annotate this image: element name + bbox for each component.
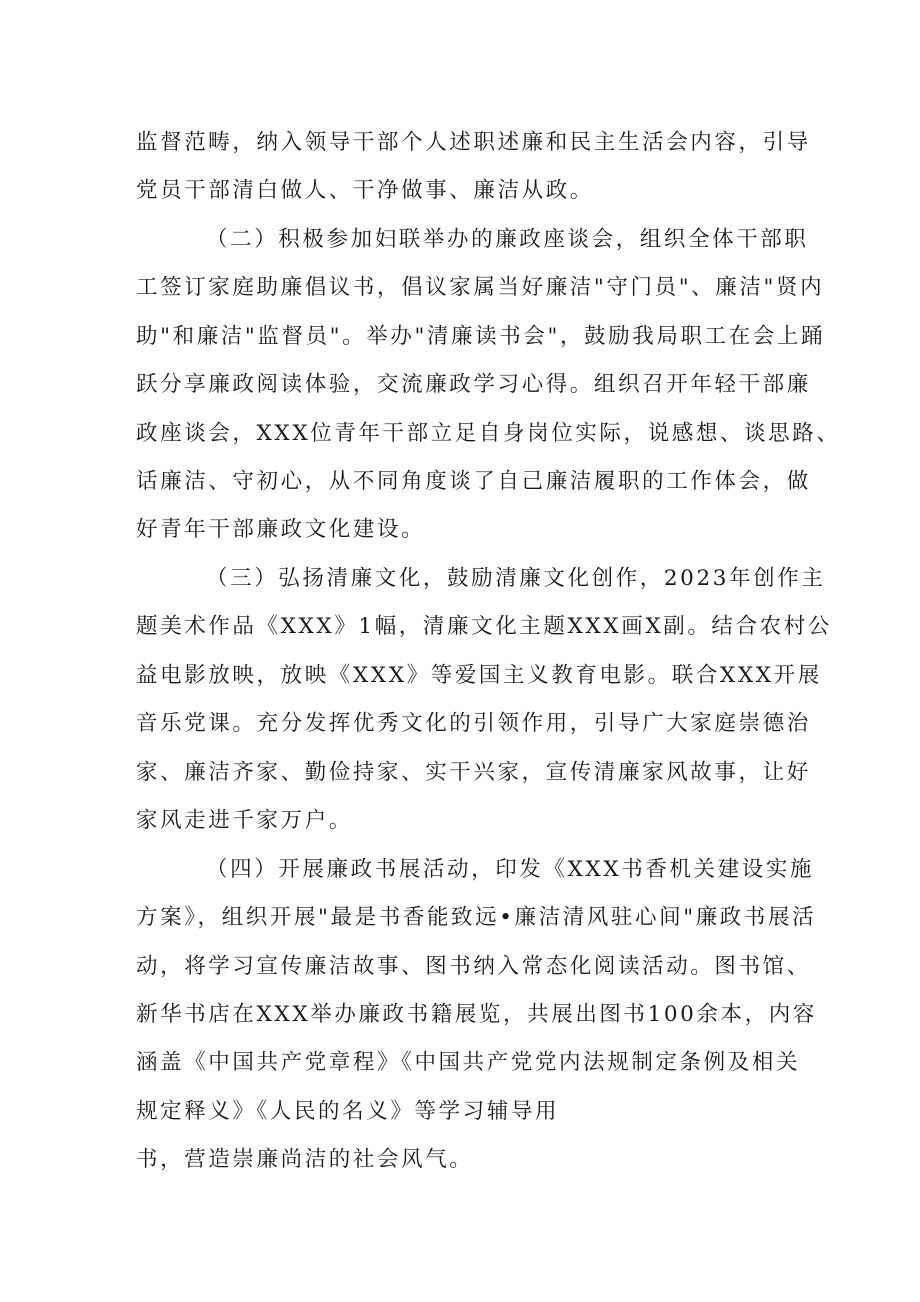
paragraph-4-line-5: 涵盖《中国共产党章程》《中国共产党党内法规制定条例及相关 [136, 1050, 801, 1075]
paragraph-4-line-2: 方案》，组织开展"最是书香能致远•廉洁清风驻心间"廉政书展活 [136, 905, 817, 930]
paragraph-2-line-7: 好青年干部廉政文化建设。 [136, 517, 426, 542]
paragraph-4-line-3: 动，将学习宣传廉洁故事、图书纳入常态化阅读活动。图书馆、 [136, 954, 811, 979]
paragraph-4-line-6: 规定释义》《人民的名义》等学习辅导用 [136, 1099, 560, 1124]
paragraph-3-line-1: （三）弘扬清廉文化，鼓励清廉文化创作，2023年创作主 [206, 566, 826, 591]
paragraph-1-line-2: 党员干部清白做人、干净做事、廉洁从政。 [136, 178, 594, 203]
paragraph-2-line-2: 工签订家庭助廉倡议书，倡议家属当好廉洁"守门员"、廉洁"贤内 [136, 275, 825, 300]
paragraph-3-line-5: 家、廉洁齐家、勤俭持家、实干兴家，宣传清廉家风故事，让好 [136, 760, 811, 785]
paragraph-4-line-1: （四）开展廉政书展活动，印发《XXX书香机关建设实施 [206, 857, 815, 882]
paragraph-4-line-7: 书，营造崇廉尚洁的社会风气。 [136, 1147, 474, 1172]
paragraph-3-line-6: 家风走进千家万户。 [136, 808, 353, 833]
paragraph-2-line-5: 政座谈会，XXX位青年干部立足自身岗位实际，说感想、谈思路、 [136, 421, 841, 446]
paragraph-3-line-2: 题美术作品《XXX》1幅，清廉文化主题XXX画X副。结合农村公 [136, 614, 832, 639]
paragraph-1-line-1: 监督范畴，纳入领导干部个人述职述廉和民主生活会内容，引导 [136, 130, 811, 155]
paragraph-2-line-3: 助"和廉洁"监督员"。举办"清廉读书会"，鼓励我局职工在会上踊 [136, 324, 826, 349]
paragraph-3-line-4: 音乐党课。充分发挥优秀文化的引领作用，引导广大家庭崇德治 [136, 711, 811, 736]
paragraph-3-line-3: 益电影放映，放映《XXX》等爱国主义教育电影。联合XXX开展 [136, 663, 822, 688]
paragraph-4-line-4: 新华书店在XXX举办廉政书籍展览，共展出图书100余本，内容 [136, 1002, 817, 1027]
paragraph-2-line-1: （二）积极参加妇联举办的廉政座谈会，组织全体干部职 [206, 227, 809, 252]
paragraph-2-line-6: 话廉洁、守初心，从不同角度谈了自己廉洁履职的工作体会，做 [136, 469, 811, 494]
paragraph-2-line-4: 跃分享廉政阅读体验，交流廉政学习心得。组织召开年轻干部廉 [136, 372, 811, 397]
